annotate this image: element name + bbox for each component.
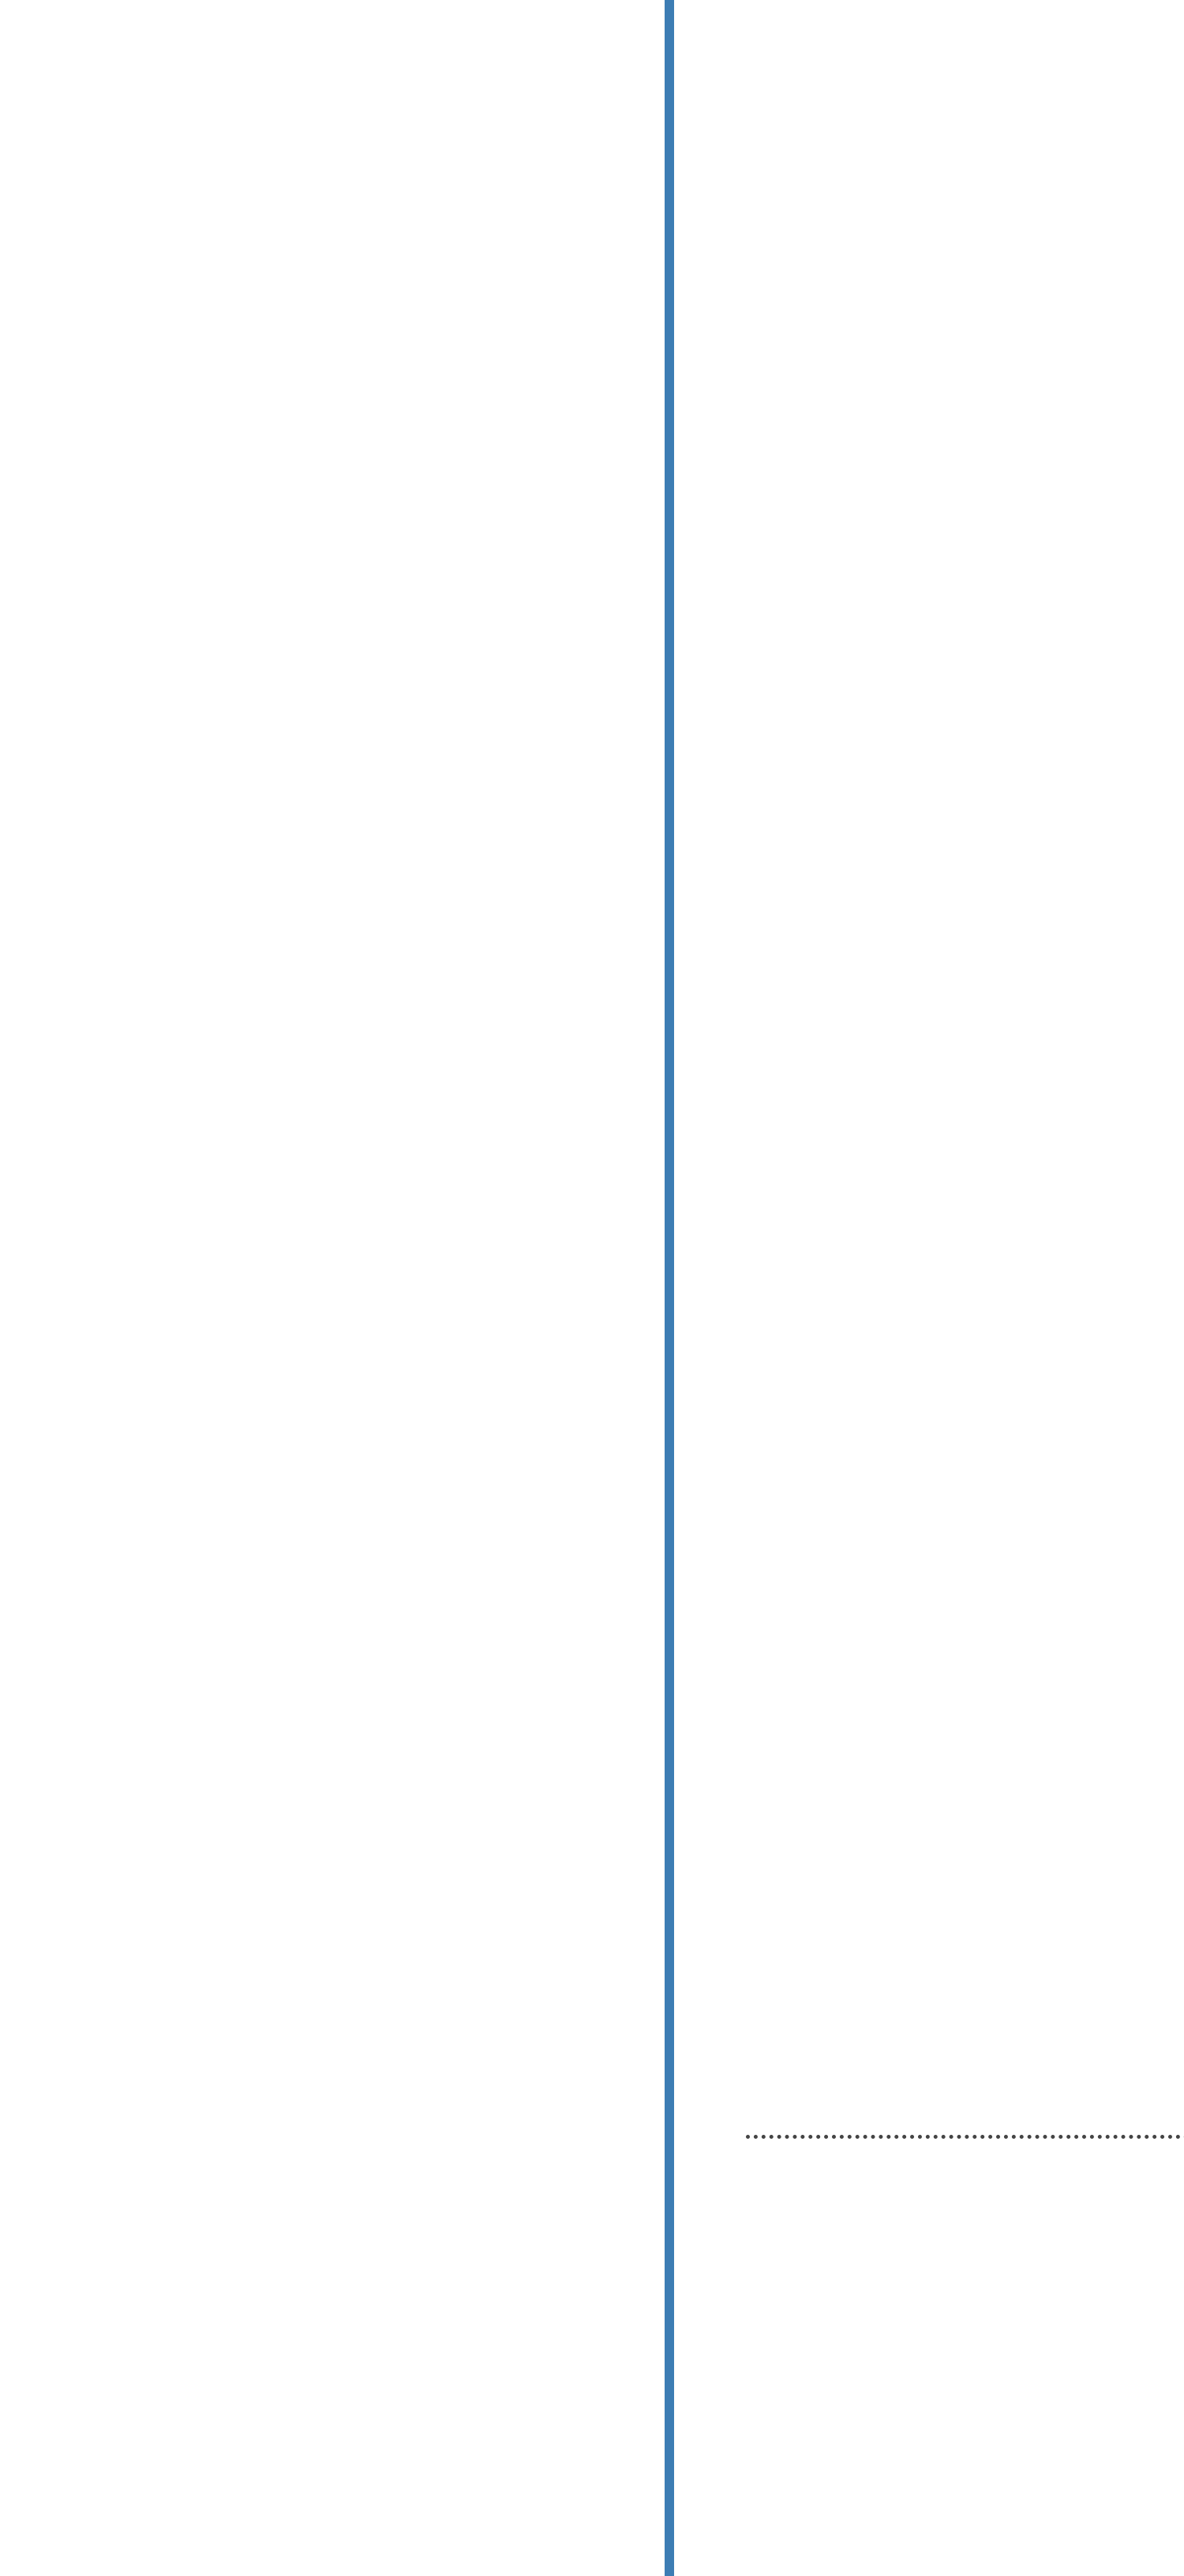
column-divider bbox=[665, 0, 674, 2576]
dotted-rule bbox=[746, 2135, 1184, 2155]
